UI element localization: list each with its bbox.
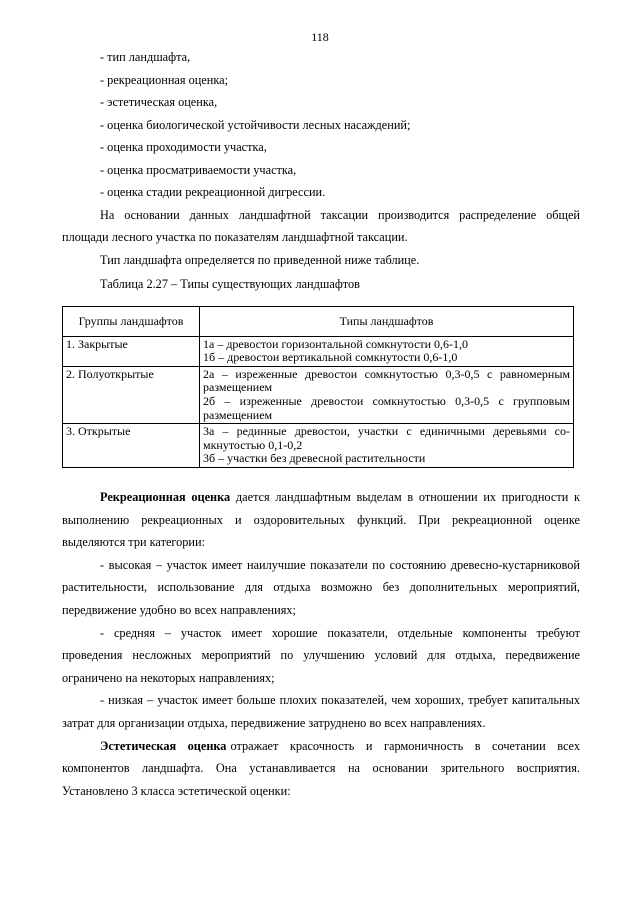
assessment-section xyxy=(62,486,580,802)
list-item: - эстетическая оценка, xyxy=(100,95,218,109)
types-cell xyxy=(200,424,574,468)
landscape-types-table xyxy=(62,306,574,468)
type-entry: 3а – рединные древостои, участки с единичными деревьями со-мкнутостью 0,1-0,2 xyxy=(203,424,570,452)
recreation-text: дается ландшафтным выделам в отношении их пригодности к выполнению рекреационных и оздоровительных функций. При рекреационной оценке выделяются три категории: xyxy=(62,490,580,550)
table-row xyxy=(63,336,574,366)
category-low: - низкая – участок имеет больше плохих показателей, чем хороших, требует капитальных затрат для организации отдыха, передвижение затруднено во всех направлениях. xyxy=(62,693,580,730)
type-entry: 2б – изреженные древостои сомкнутостью 0,3-0,5 с групповым размещением xyxy=(203,393,570,422)
list-item: - оценка проходимости участка, xyxy=(100,140,267,154)
page-number: 118 xyxy=(311,30,329,44)
aesthetic-paragraph xyxy=(62,735,580,803)
list-item: - тип ландшафта, xyxy=(100,50,191,64)
table-caption: Таблица 2.27 – Типы существующих ландшафтов xyxy=(100,277,360,291)
group-cell: 1. Закрытые xyxy=(63,336,200,366)
list-item: - оценка стадии рекреационной дигрессии. xyxy=(100,185,326,199)
group-cell: 2. Полуоткрытые xyxy=(63,366,200,423)
criteria-list xyxy=(62,46,580,296)
category-high: - высокая – участок имеет наилучшие показатели по состоянию древесно-кустарниковой растительности, использование для отдыха возможно без дополнительных мероприятий, передвижение удобно во всех направлениях; xyxy=(62,557,580,617)
group-cell: 3. Открытые xyxy=(63,424,200,468)
type-entry: 1б – древостои вертикальной сомкнутости 0,6-1,0 xyxy=(203,350,458,365)
list-item: - рекреационная оценка; xyxy=(100,72,229,87)
types-cell xyxy=(200,366,574,423)
table-row xyxy=(63,366,574,423)
type-entry: 2а – изреженные древостои сомкнутостью 0,3-0,5 с равномерным размещением xyxy=(203,366,570,395)
list-item: - оценка просматриваемости участка, xyxy=(100,162,297,177)
recreation-paragraph xyxy=(62,486,580,554)
type-entry: 3б – участки без древесной растительности xyxy=(203,451,426,466)
types-cell xyxy=(200,336,574,366)
recreation-term: Рекреационная оценка xyxy=(100,490,231,504)
category-medium: - средняя – участок имеет хорошие показатели, отдельные компоненты требуют проведения несложных мероприятий по улучшению условий для отдыха, передвижение ограничено на некоторых направлениях; xyxy=(62,625,580,685)
type-entry: 1а – древостои горизонтальной сомкнутости 0,6-1,0 xyxy=(203,336,469,351)
aesthetic-term: Эстетическая оценка xyxy=(100,738,227,753)
table-header-row xyxy=(63,307,574,337)
column-header-groups: Группы ландшафтов xyxy=(63,307,200,337)
landscape-type-paragraph: Тип ландшафта определяется по приведенной ниже таблице. xyxy=(100,252,420,267)
table-row xyxy=(63,424,574,468)
list-item: - оценка биологической устойчивости лесных насаждений; xyxy=(100,117,411,132)
distribution-paragraph: На основании данных ландшафтной таксации производится распределение общей площади лесного участка по показателям ландшафтной таксации. xyxy=(62,207,580,244)
aesthetic-text: отражает красочность и гармоничность в сочетании всех компонентов ландшафта. Она устанавливается на основании зрительного восприятия. Установлено 3 класса эстетической оценки: xyxy=(62,738,581,798)
column-header-types: Типы ландшафтов xyxy=(200,307,574,337)
